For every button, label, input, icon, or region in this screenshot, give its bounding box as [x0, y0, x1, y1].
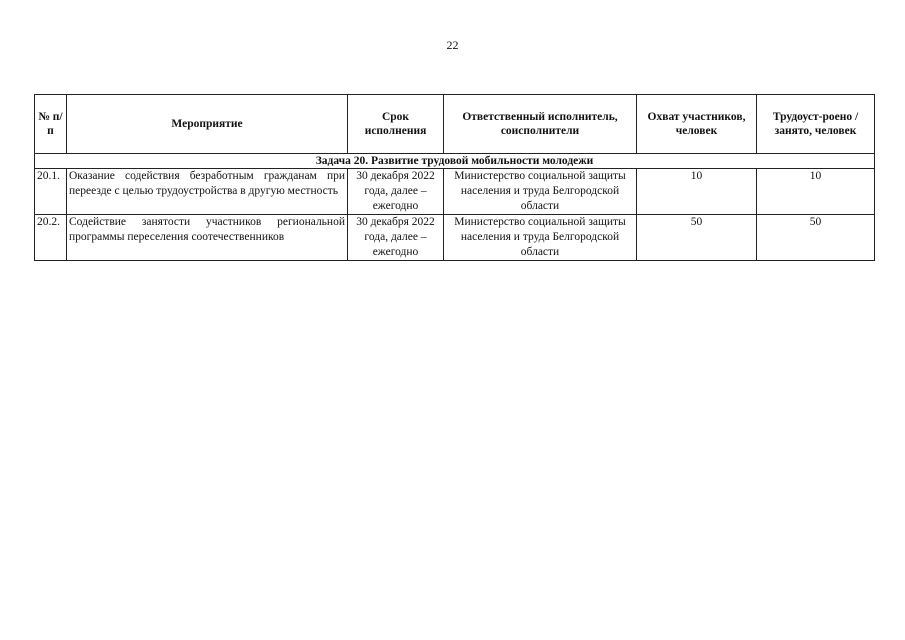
row-responsible: Министерство социальной защиты населения и труда Белгородской области	[444, 215, 637, 261]
row-deadline: 30 декабря 2022 года, далее – ежегодно	[348, 215, 444, 261]
row-activity: Содействие занятости участников региональной программы переселения соотечественников	[67, 215, 348, 261]
header-employed: Трудоуст-роено / занято, человек	[757, 95, 875, 154]
row-number: 20.2.	[35, 215, 67, 261]
row-deadline: 30 декабря 2022 года, далее – ежегодно	[348, 169, 444, 215]
table-header-row	[35, 95, 875, 154]
header-num: № п/п	[35, 95, 67, 154]
header-responsible: Ответственный исполнитель, соисполнители	[444, 95, 637, 154]
row-activity: Оказание содействия безработным гражданам при переезде с целью трудоустройства в другую местность	[67, 169, 348, 215]
row-coverage: 50	[637, 215, 757, 261]
activities-table	[34, 94, 875, 261]
section-title: Задача 20. Развитие трудовой мобильности молодежи	[35, 154, 875, 169]
header-coverage: Охват участников, человек	[637, 95, 757, 154]
row-responsible: Министерство социальной защиты населения и труда Белгородской области	[444, 169, 637, 215]
row-coverage: 10	[637, 169, 757, 215]
table-row	[35, 169, 875, 215]
page-number: 22	[446, 38, 459, 52]
header-activity: Мероприятие	[67, 95, 348, 154]
section-row	[35, 154, 875, 169]
header-deadline: Срок исполнения	[348, 95, 444, 154]
row-employed: 10	[757, 169, 875, 215]
table-row	[35, 215, 875, 261]
row-employed: 50	[757, 215, 875, 261]
row-number: 20.1.	[35, 169, 67, 215]
